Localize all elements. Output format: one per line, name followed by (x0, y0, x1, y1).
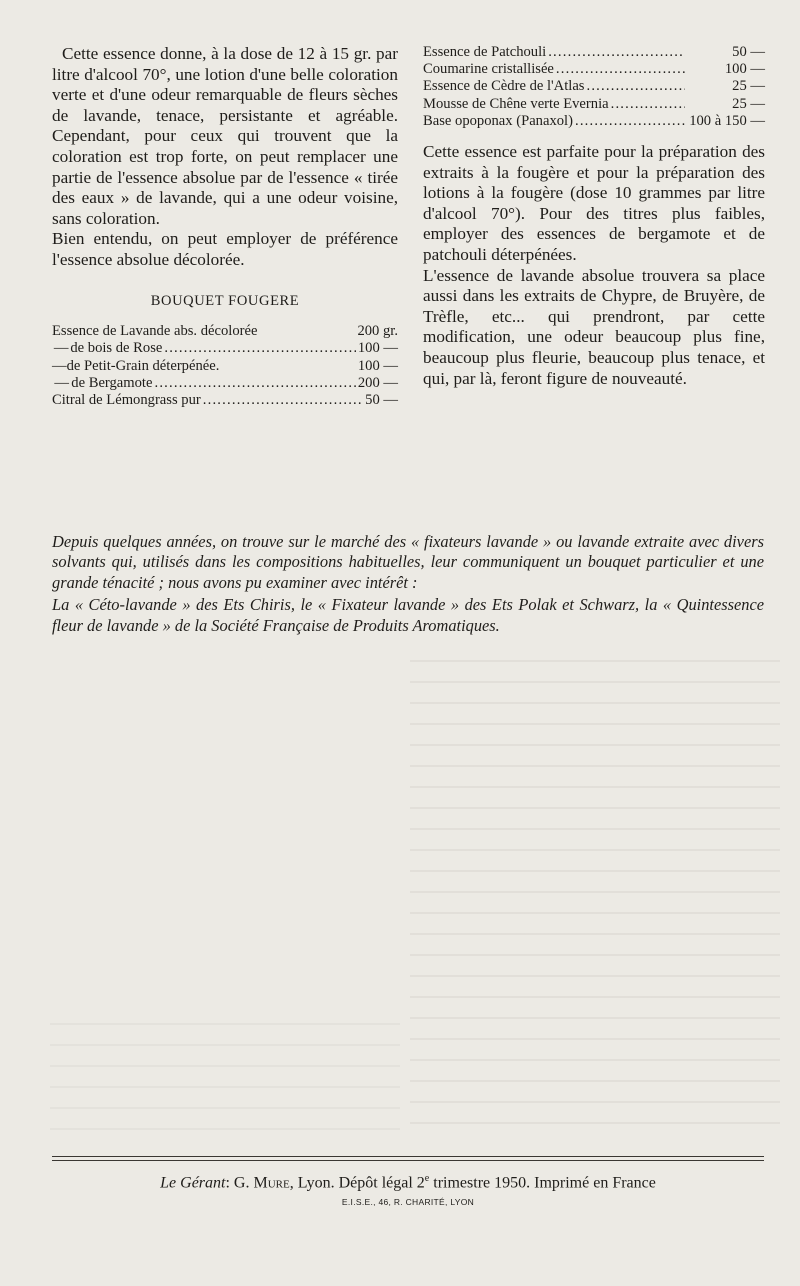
recipe-list-left (52, 323, 398, 409)
ingredient-qty: 200 — (357, 374, 398, 391)
recipe-row (52, 358, 398, 375)
recipe-title: BOUQUET FOUGERE (150, 292, 300, 309)
right-paragraph-2: L'essence de lavande absolue trouvera sa place aussi dans les extraits de Chypre, de Bruyère, de Trèfle, etc... qui prendront, par cette modification, une odeur beaucoup plus fine, beaucoup plus fleurie, beaucoup plus tenace, et qui, par là, feront figure de nouveauté. (423, 265, 765, 388)
ingredient-prefix: Essence de (52, 323, 117, 340)
bleed-through-texture (410, 660, 780, 1140)
footer-name-prefix: : G. (225, 1174, 254, 1192)
dot-leader (611, 96, 685, 113)
dot-leader (548, 44, 685, 61)
dot-leader (154, 375, 355, 392)
right-column (423, 44, 765, 389)
ingredient-name: Lavande abs. décolorée (120, 323, 258, 340)
recipe-row (423, 96, 765, 113)
ingredient-name: Essence de Patchouli (423, 44, 547, 60)
ingredient-prefix: — (54, 374, 69, 391)
publisher-line (52, 1173, 764, 1192)
ingredient-name: de bois de Rose (70, 340, 163, 357)
footer-sup: e (424, 1173, 430, 1184)
recipe-row (423, 113, 765, 130)
ingredient-name: Base opoponax (Panaxol) (423, 112, 573, 129)
ingredient-name: Mousse de Chêne verte Evernia (423, 95, 609, 112)
italic-paragraph-1: Depuis quelques années, on trouve sur le marché des « fixateurs lavande » ou lavande extraite avec divers solvants qui, utilisés dans les compositions habituelles, leur communiquent un bouquet particulier et une grande ténacité ; nous avons pu examiner avec intérêt : (52, 532, 764, 592)
ingredient-qty: 100 à 150 — (689, 112, 765, 129)
dot-leader (556, 61, 685, 78)
ingredient-qty: 25 — (732, 78, 765, 95)
recipe-row (423, 78, 765, 95)
ingredient-qty: 50 — (365, 391, 398, 408)
recipe-row (52, 340, 398, 357)
footer-role: Le Gérant (160, 1174, 226, 1192)
footer-rule (52, 1160, 764, 1161)
ingredient-qty: 100 — (724, 61, 765, 78)
footer-name: Mure (253, 1174, 290, 1192)
ingredient-qty: 100 — (357, 357, 398, 374)
italic-note (52, 532, 764, 636)
recipe-row (52, 392, 398, 409)
bleed-through-texture-left (50, 1010, 400, 1130)
ingredient-prefix: — (52, 357, 67, 374)
dot-leader (586, 78, 685, 95)
ingredient-name: Citral de Lémongrass pur (52, 391, 201, 408)
footer-rule (52, 1156, 764, 1157)
ingredient-name: Essence de Cèdre de l'Atlas (423, 78, 585, 95)
recipe-row (52, 375, 398, 392)
ingredient-qty: 100 — (357, 340, 398, 357)
italic-paragraph-2: La « Céto-lavande » des Ets Chiris, le « Fixateur lavande » des Ets Polak et Schwarz, la « Quintessence fleur de lavande » de la Société Française de Produits Aromatiques. (52, 595, 764, 635)
footer-text-a: , Lyon. Dépôt légal 2 (289, 1174, 425, 1192)
recipe-row (423, 44, 765, 61)
ingredient-name: de Bergamote (71, 374, 153, 391)
ingredient-qty: 25 — (732, 95, 765, 112)
printer-imprint: E.I.S.E., 46, R. CHARITÉ, LYON (341, 1197, 475, 1207)
right-paragraph-1: Cette essence est parfaite pour la préparation des extraits à la fougère et pour la préparation des lotions à la fougère (dose 10 grammes par litre d'alcool 70°). Pour des titres plus faibles, employer des essences de bergamote et de patchouli déterpénées. (423, 142, 765, 264)
recipe-list-right (423, 44, 765, 130)
ingredient-qty: 200 gr. (357, 323, 398, 340)
dot-leader (164, 340, 356, 357)
ingredient-prefix: — (53, 340, 69, 357)
footer-text-b: trimestre 1950. Imprimé en France (429, 1174, 656, 1192)
left-column (52, 44, 398, 409)
dot-leader (203, 392, 363, 409)
dot-leader (575, 113, 685, 130)
recipe-row (423, 61, 765, 78)
left-paragraph-1: Cette essence donne, à la dose de 12 à 15 gr. par litre d'alcool 70°, une lotion d'une belle coloration verte et d'une odeur remarquable de fleurs sèches de lavande, tenace, persistante et agréable. Cependant, pour ceux qui trouvent que la coloration est trop forte, on peut remplacer une partie de l'essence absolue par de l'essence « tirée des eaux » de lavande, qui a une odeur voisine, sans coloration. (52, 44, 398, 228)
ingredient-qty: 50 — (732, 44, 765, 60)
recipe-row (52, 323, 398, 340)
ingredient-name: Coumarine cristallisée (423, 61, 554, 78)
left-paragraph-2: Bien entendu, on peut employer de préférence l'essence absolue décolorée. (52, 229, 398, 269)
ingredient-name: de Petit-Grain déterpénée. (66, 357, 220, 374)
